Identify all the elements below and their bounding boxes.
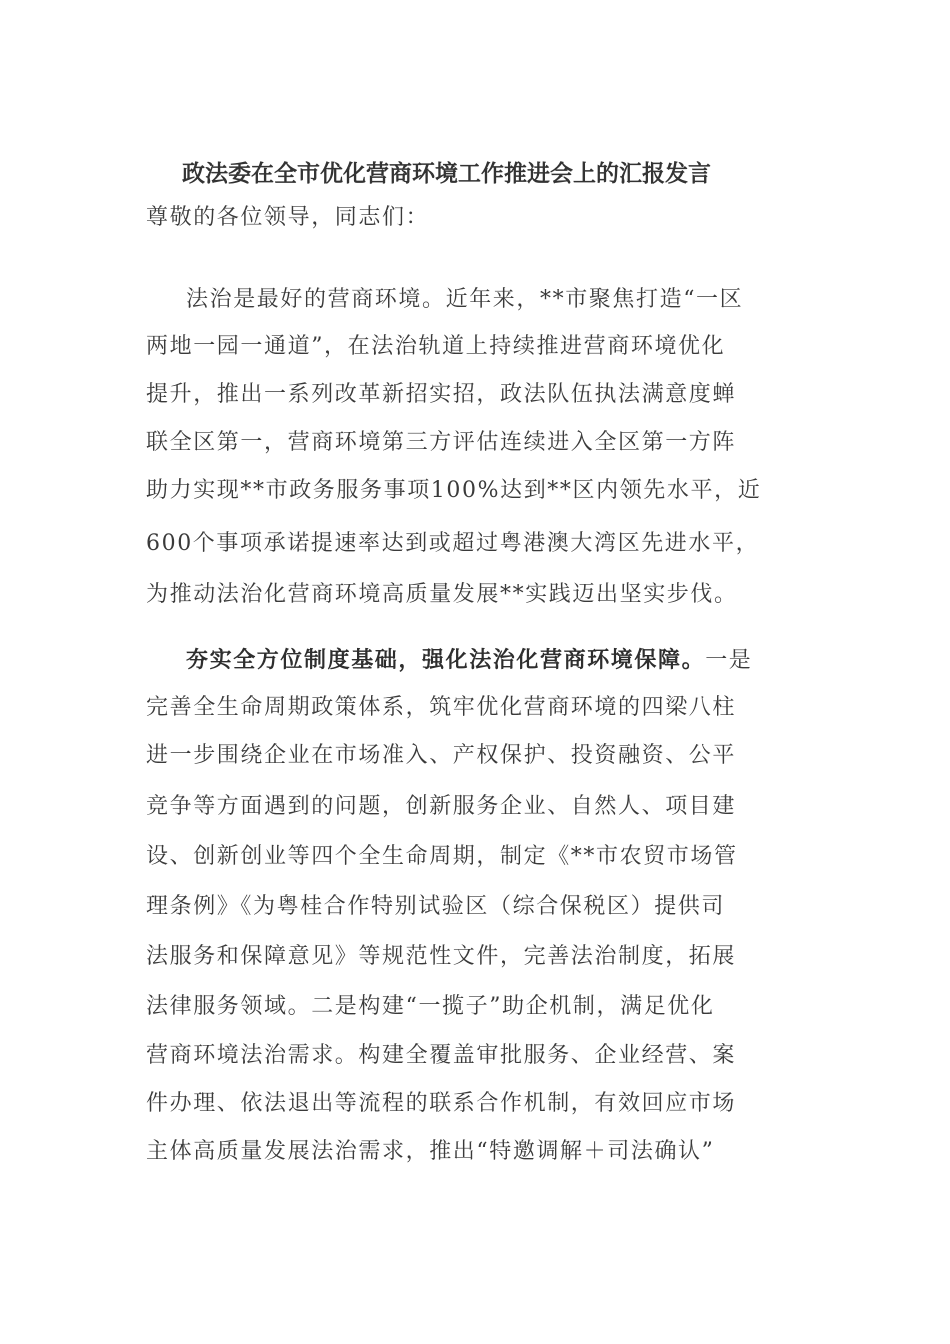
paragraph-2-line: 竞争等方面遇到的问题，创新服务企业、自然人、项目建	[146, 794, 737, 819]
paragraph-2-line: 设、创新创业等四个全生命周期，制定《**市农贸市场管	[146, 844, 738, 869]
paragraph-1-line: 联全区第一，营商环境第三方评估连续进入全区第一方阵	[146, 430, 737, 455]
paragraph-2-first-line	[186, 640, 806, 681]
paragraph-2-heading: 夯实全方位制度基础，强化法治化营商环境保障。	[186, 647, 706, 673]
paragraph-2-line: 件办理、依法退出等流程的联系合作机制，有效回应市场	[146, 1091, 737, 1116]
paragraph-1-line: 法治是最好的营商环境。近年来，**市聚焦打造“一区	[186, 287, 744, 312]
paragraph-2-line: 营商环境法治需求。构建全覆盖审批服务、企业经营、案	[146, 1043, 737, 1068]
paragraph-2-line: 主体高质量发展法治需求，推出“特邀调解＋司法确认”	[146, 1139, 715, 1164]
paragraph-2-line: 完善全生命周期政策体系，筑牢优化营商环境的四梁八柱	[146, 695, 737, 720]
paragraph-2-first-tail: 一是	[705, 648, 753, 673]
paragraph-1-line: 600个事项承诺提速率达到或超过粤港澳大湾区先进水平，	[146, 531, 760, 556]
salutation: 尊敬的各位领导，同志们：	[146, 205, 430, 230]
paragraph-1-line: 提升，推出一系列改革新招实招，政法队伍执法满意度蝉	[146, 382, 737, 407]
paragraph-1-line: 两地一园一通道”，在法治轨道上持续推进营商环境优化	[146, 334, 726, 359]
paragraph-1-line: 为推动法治化营商环境高质量发展**实践迈出坚实步伐。	[146, 582, 738, 607]
paragraph-1-line: 助力实现**市政务服务事项100%达到**区内领先水平，近	[146, 478, 762, 503]
paragraph-2-line: 法服务和保障意见》等规范性文件，完善法治制度，拓展	[146, 944, 737, 969]
paragraph-2-line: 进一步围绕企业在市场准入、产权保护、投资融资、公平	[146, 743, 737, 768]
paragraph-2-line: 理条例》《为粤桂合作特别试验区（综合保税区）提供司	[146, 894, 726, 919]
paragraph-2-line: 法律服务领域。二是构建“一揽子”助企机制，满足优化	[146, 994, 715, 1019]
document-title: 政法委在全市优化营商环境工作推进会上的汇报发言	[182, 160, 711, 187]
